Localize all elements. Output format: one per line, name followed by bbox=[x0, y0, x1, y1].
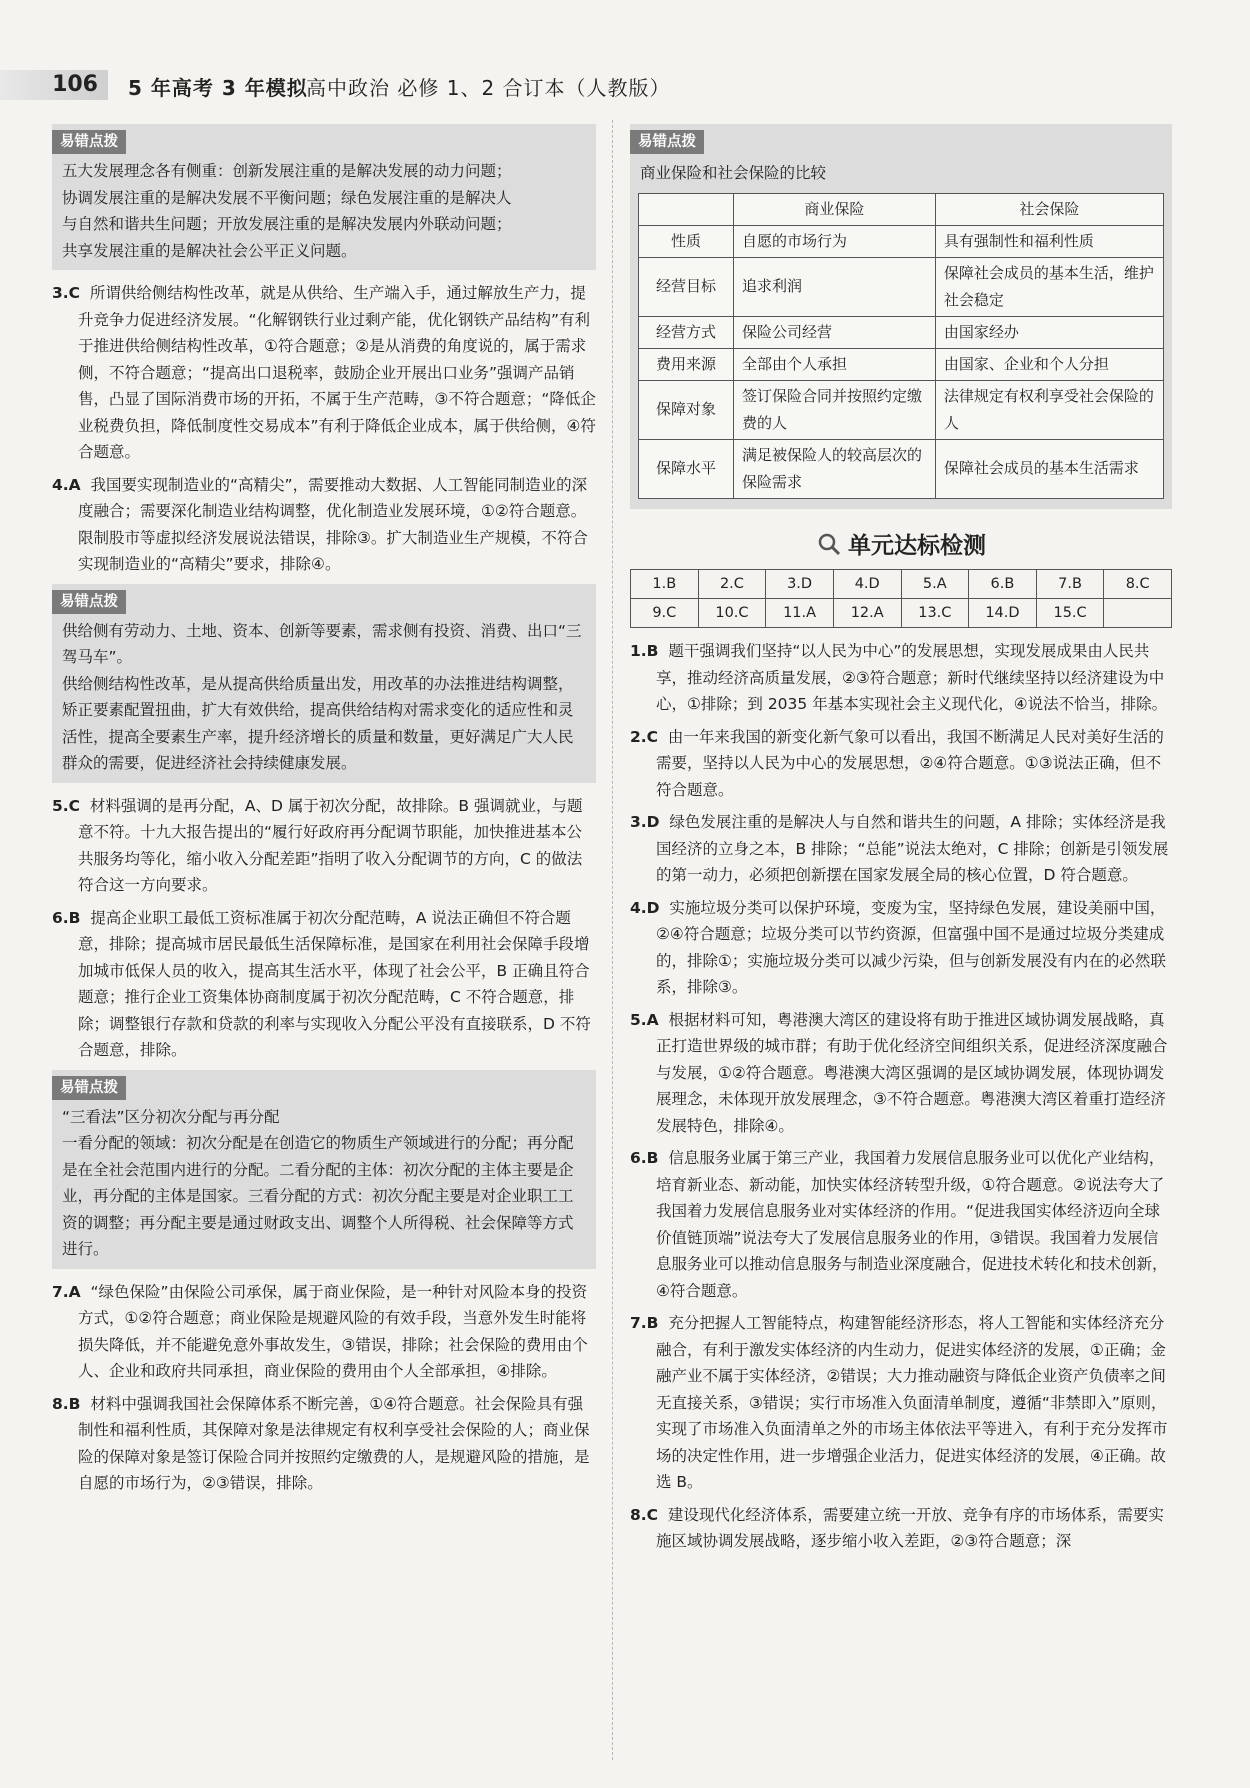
table-row-header: 经营方式 bbox=[639, 316, 734, 348]
answer-text: 充分把握人工智能特点，构建智能经济形态，将人工智能和实体经济充分融合，有利于激发实体经济的内生动力，促进实体经济的发展，①正确；金融产业不属于实体经济，②错误；大力推动融资与降低企业资产负债率之间无直接关系，③错误；实行市场准入负面清单制度，遵循“非禁即入”原则，实现了市场准入负面清单之外的市场主体依法平等进入，有利于充分发挥市场的决定性作用，进一步增强企业活力，促进实体经济的发展，④正确。故选 B。 bbox=[656, 1314, 1168, 1491]
table-header-cell: 社会保险 bbox=[935, 193, 1163, 225]
answer-text: 材料强调的是再分配，A、D 属于初次分配，故排除。B 强调就业，与题意不符。十九大报告提出的“履行好政府再分配调节职能，加快推进基本公共服务均等化，缩小收入分配差距”指明了收入分配调节的方向，C 的做法符合这一方向要求。 bbox=[78, 796, 583, 894]
answer-number: 4.A bbox=[52, 475, 81, 494]
answer-explanation bbox=[630, 809, 1172, 889]
left-column bbox=[52, 124, 596, 1503]
tip-paragraph: “三看法”区分初次分配与再分配 bbox=[62, 1107, 280, 1126]
answer-explanation bbox=[630, 895, 1172, 1001]
table-cell: 追求利润 bbox=[734, 257, 936, 316]
answer-text: 建设现代化经济体系，需要建立统一开放、竞争有序的市场体系，需要实施区域协调发展战略，逐步缩小收入差距，②③符合题意；深 bbox=[656, 1505, 1164, 1550]
table-row bbox=[639, 439, 1164, 498]
table-cell: 保险公司经营 bbox=[734, 316, 936, 348]
tip-line: 共享发展注重的是解决社会公平正义问题。 bbox=[62, 241, 357, 260]
answer-key-cell: 1.B bbox=[631, 570, 699, 599]
answer-explanation bbox=[52, 1391, 596, 1497]
answer-key-cell: 12.A bbox=[833, 599, 901, 628]
table-row-header: 性质 bbox=[639, 225, 734, 257]
tip-line: 与自然和谐共生问题；开放发展注重的是解决发展内外联动问题； bbox=[62, 215, 512, 233]
table-header-cell: 商业保险 bbox=[734, 193, 936, 225]
answer-number: 6.B bbox=[630, 1149, 659, 1167]
table-row bbox=[639, 316, 1164, 348]
answer-key-cell: 14.D bbox=[969, 599, 1037, 628]
table-cell: 保障社会成员的基本生活，维护社会稳定 bbox=[935, 257, 1163, 316]
table-row bbox=[639, 380, 1164, 439]
answer-key-table bbox=[630, 569, 1172, 628]
tip-paragraph: 供给侧结构性改革，是从提高供给质量出发，用改革的办法推进结构调整，矫正要素配置扭曲，扩大有效供给，提高供给结构对需求变化的适应性和灵活性，提高全要素生产率，提升经济增长的质量和数量，更好满足广大人民群众的需要，促进经济社会持续健康发展。 bbox=[62, 674, 574, 772]
answer-text: 由一年来我国的新变化新气象可以看出，我国不断满足人民对美好生活的需要，坚持以人民为中心的发展思想，②④符合题意。①③说法正确，但不符合题意。 bbox=[656, 727, 1164, 799]
page-header bbox=[0, 62, 1250, 102]
answer-number: 1.B bbox=[630, 642, 659, 660]
answer-explanation bbox=[630, 1007, 1172, 1140]
answer-key-cell: 6.B bbox=[969, 570, 1037, 599]
table-row-header: 经营目标 bbox=[639, 257, 734, 316]
answer-text: 实施垃圾分类可以保护环境，变废为宝，坚持绿色发展，建设美丽中国，②④符合题意；垃圾分类可以节约资源，但富强中国不是通过垃圾分类建成的，排除①；实施垃圾分类可以减少污染，但与创新发展没有内在的必然联系，排除③。 bbox=[656, 898, 1166, 996]
answer-explanation bbox=[52, 793, 596, 899]
table-cell: 由国家、企业和个人分担 bbox=[935, 348, 1163, 380]
answer-number: 3.D bbox=[630, 813, 660, 831]
table-cell: 满足被保险人的较高层次的保险需求 bbox=[734, 439, 936, 498]
answer-text: 材料中强调我国社会保障体系不断完善，①④符合题意。社会保险具有强制性和福利性质，其保障对象是法律规定有权利享受社会保险的人；商业保险的保障对象是签订保险合同并按照约定缴费的人，是规避风险的措施，是自愿的市场行为，②③错误，排除。 bbox=[78, 1394, 590, 1492]
answer-key-cell: 11.A bbox=[766, 599, 834, 628]
answer-explanation bbox=[52, 905, 596, 1064]
answer-explanation bbox=[630, 1502, 1172, 1555]
magnifier-icon bbox=[816, 531, 842, 557]
book-subtitle: 高中政治 必修 1、2 合订本（人教版） bbox=[306, 76, 671, 100]
table-cell: 具有强制性和福利性质 bbox=[935, 225, 1163, 257]
answer-explanation bbox=[52, 1279, 596, 1385]
answer-explanation bbox=[630, 1310, 1172, 1496]
answer-key-cell: 7.B bbox=[1036, 570, 1104, 599]
error-tip-tag: 易错点拨 bbox=[52, 590, 126, 614]
table-row bbox=[639, 225, 1164, 257]
table-row bbox=[631, 599, 1172, 628]
answer-number: 7.A bbox=[52, 1282, 81, 1301]
answer-number: 4.D bbox=[630, 898, 660, 917]
answer-key-cell bbox=[1104, 599, 1172, 628]
table-cell: 由国家经办 bbox=[935, 316, 1163, 348]
table-row bbox=[631, 570, 1172, 599]
answer-key-cell: 9.C bbox=[631, 599, 699, 628]
answer-key-cell: 13.C bbox=[901, 599, 969, 628]
error-tip-tag: 易错点拨 bbox=[52, 1076, 126, 1100]
answer-text: 我国要实现制造业的“高精尖”，需要推动大数据、人工智能同制造业的深度融合；需要深化制造业结构调整，优化制造业发展环境，①②符合题意。限制股市等虚拟经济发展说法错误，排除③。扩大制造业生产规模，不符合实现制造业的“高精尖”要求，排除④。 bbox=[78, 475, 588, 573]
answer-explanation bbox=[630, 1145, 1172, 1304]
table-cell: 自愿的市场行为 bbox=[734, 225, 936, 257]
answer-key-cell: 15.C bbox=[1036, 599, 1104, 628]
answer-key-cell: 2.C bbox=[698, 570, 766, 599]
error-tip-box bbox=[52, 1070, 596, 1269]
answer-text: “绿色保险”由保险公司承保，属于商业保险，是一种针对风险本身的投资方式，①②符合题意；商业保险是规避风险的有效手段，当意外发生时能将损失降低，并不能避免意外事故发生，③错误，排除；社会保险的费用由个人、企业和政府共同承担，商业保险的费用由个人全部承担，④排除。 bbox=[78, 1282, 588, 1380]
table-cell: 全部由个人承担 bbox=[734, 348, 936, 380]
answer-explanation bbox=[630, 724, 1172, 804]
tip-line: 五大发展理念各有侧重：创新发展注重的是解决发展的动力问题； bbox=[62, 162, 512, 180]
table-cell: 法律规定有权利享受社会保险的人 bbox=[935, 380, 1163, 439]
right-column bbox=[630, 124, 1172, 1561]
answer-number: 8.C bbox=[630, 1505, 659, 1524]
tip-paragraph: 一看分配的领域：初次分配是在创造它的物质生产领域进行的分配；再分配是在全社会范围内进行的分配。二看分配的主体：初次分配的主体主要是企业，再分配的主体是国家。三看分配的方式：初次分配主要是对企业职工工资的调整；再分配主要是通过财政支出、调整个人所得税、社会保障等方式进行。 bbox=[62, 1134, 574, 1258]
unit-test-title bbox=[630, 531, 1172, 560]
answer-number: 5.C bbox=[52, 796, 81, 815]
insurance-comparison-box bbox=[630, 124, 1172, 509]
table-row-header: 保障水平 bbox=[639, 439, 734, 498]
answer-number: 6.B bbox=[52, 908, 81, 927]
table-row-header: 费用来源 bbox=[639, 348, 734, 380]
error-tip-tag: 易错点拨 bbox=[630, 130, 704, 154]
answer-key-cell: 3.D bbox=[766, 570, 834, 599]
error-tip-box bbox=[52, 584, 596, 783]
table-row bbox=[639, 348, 1164, 380]
answer-number: 7.B bbox=[630, 1314, 659, 1332]
answer-number: 5.A bbox=[630, 1010, 659, 1029]
page-number: 106 bbox=[0, 70, 108, 100]
book-title: 5 年高考 3 年模拟 bbox=[128, 76, 308, 100]
answer-key-cell: 8.C bbox=[1104, 570, 1172, 599]
table-row bbox=[639, 257, 1164, 316]
answer-key-cell: 5.A bbox=[901, 570, 969, 599]
tip-paragraph: 供给侧有劳动力、土地、资本、创新等要素，需求侧有投资、消费、出口“三驾马车”。 bbox=[62, 621, 582, 666]
answer-explanation bbox=[52, 280, 596, 466]
error-tip-box bbox=[52, 124, 596, 270]
answer-key-cell: 4.D bbox=[833, 570, 901, 599]
unit-test-title-text: 单元达标检测 bbox=[848, 532, 986, 559]
table-cell: 签订保险合同并按照约定缴费的人 bbox=[734, 380, 936, 439]
table-row-header: 保障对象 bbox=[639, 380, 734, 439]
column-divider bbox=[612, 120, 613, 1760]
error-tip-tag: 易错点拨 bbox=[52, 130, 126, 154]
answer-text: 提高企业职工最低工资标准属于初次分配范畴，A 说法正确但不符合题意，排除；提高城市居民最低生活保障标准，是国家在利用社会保障手段增加城市低保人员的收入，提高其生活水平，体现了社会公平，B 正确且符合题意；推行企业工资集体协商制度属于初次分配范畴，C 不符合题意，排除；调整银行存款和贷款的利率与实现收入分配公平没有直接联系，D 不符合题意，排除。 bbox=[78, 908, 591, 1059]
answer-text: 所谓供给侧结构性改革，就是从供给、生产端入手，通过解放生产力，提升竞争力促进经济发展。“化解钢铁行业过剩产能，优化钢铁产品结构”有利于推进供给侧结构性改革，①符合题意；②是从消费的角度说的，属于需求侧，不符合题意；“提高出口退税率，鼓励企业开展出口业务”强调产品销售，凸显了国际消费市场的开拓，不属于生产范畴，③不符合题意；“降低企业税费负担，降低制度性交易成本”有利于降低企业成本，属于供给侧，④符合题意。 bbox=[78, 284, 596, 461]
answer-number: 3.C bbox=[52, 284, 81, 302]
answer-number: 8.B bbox=[52, 1394, 81, 1413]
table-header-row bbox=[639, 193, 1164, 225]
answer-explanation bbox=[630, 638, 1172, 718]
table-cell: 保障社会成员的基本生活需求 bbox=[935, 439, 1163, 498]
answer-text: 根据材料可知，粤港澳大湾区的建设将有助于推进区域协调发展战略，真正打造世界级的城市群；有助于优化经济空间组织关系，促进经济深度融合与发展，①②符合题意。粤港澳大湾区强调的是区域协调发展，体现协调发展理念，未体现开放发展理念，③不符合题意。粤港澳大湾区着重打造经济发展特色，排除④。 bbox=[656, 1010, 1168, 1135]
answer-text: 题干强调我们坚持“以人民为中心”的发展思想，实现发展成果由人民共享，推动经济高质量发展，②③符合题意；新时代继续坚持以经济建设为中心，①排除；到 2035 年基本实现社会主义现代化，④说法不恰当，排除。 bbox=[656, 642, 1168, 713]
answer-text: 信息服务业属于第三产业，我国着力发展信息服务业可以优化产业结构，培育新业态、新动能，加快实体经济转型升级，①符合题意。②说法夸大了我国着力发展信息服务业对实体经济的作用。“促进我国实体经济迈向全球价值链顶端”说法夸大了发展信息服务业的作用，③错误。我国着力发展信息服务业可以推动信息服务与制造业深度融合，促进技术转化和技术创新，④符合题意。 bbox=[656, 1149, 1168, 1300]
answer-text: 绿色发展注重的是解决人与自然和谐共生的问题，A 排除；实体经济是我国经济的立身之本，B 排除；“总能”说法太绝对，C 排除；创新是引领发展的第一动力，必须把创新摆在国家发展全局的核心位置，D 符合题意。 bbox=[656, 813, 1169, 884]
answer-number: 2.C bbox=[630, 727, 659, 746]
insurance-comparison-table bbox=[638, 193, 1164, 499]
answer-key-cell: 10.C bbox=[698, 599, 766, 628]
tip-line: 协调发展注重的是解决发展不平衡问题；绿色发展注重的是解决人 bbox=[62, 188, 512, 207]
comparison-title: 商业保险和社会保险的比较 bbox=[640, 164, 827, 182]
answer-explanation bbox=[52, 472, 596, 578]
table-header-cell bbox=[639, 193, 734, 225]
